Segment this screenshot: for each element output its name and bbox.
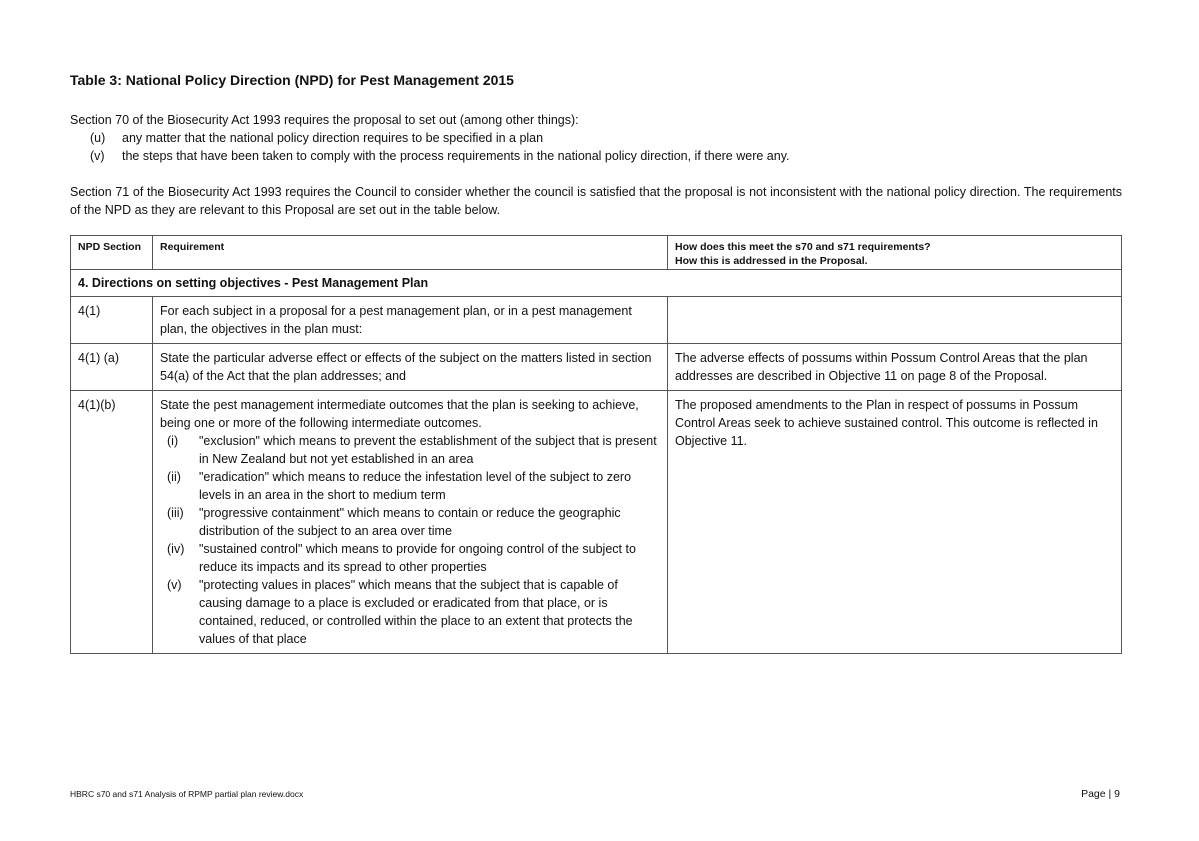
list-item-label: (i) xyxy=(167,434,179,448)
cell-response: The adverse effects of possums within Possum Control Areas that the plan addresses are described in Objective 11 on page 8 of the Proposal. xyxy=(668,344,1122,391)
header-requirement: Requirement xyxy=(153,236,668,270)
cell-requirement: State the particular adverse effect or effects of the subject on the matters listed in section 54(a) of the Act that the plan addresses; and xyxy=(153,344,668,391)
cell-requirement: For each subject in a proposal for a pest management plan, or in a pest management plan, the objectives in the plan must: xyxy=(153,297,668,344)
list-item xyxy=(90,129,1122,147)
section-title-row xyxy=(71,270,1122,297)
document-page xyxy=(70,70,1122,654)
npd-table xyxy=(70,235,1122,654)
cell-section: 4(1) (a) xyxy=(71,344,153,391)
table-row xyxy=(71,391,1122,654)
list-item-text: "eradication" which means to reduce the infestation level of the subject to zero levels in an area in the short to medium term xyxy=(199,470,632,502)
list-item xyxy=(90,147,1122,165)
header-how-met-line2: How this is addressed in the Proposal. xyxy=(675,255,868,267)
list-item xyxy=(167,540,660,576)
intro-paragraph-1: Section 70 of the Biosecurity Act 1993 requires the proposal to set out (among other things): xyxy=(70,113,579,127)
intro-paragraph-2: Section 71 of the Biosecurity Act 1993 requires the Council to consider whether the council is satisfied that the proposal is not inconsistent with the national policy direction. The requirements of the NPD as they are relevant to this Proposal are set out in the table below. xyxy=(70,185,1122,217)
list-item xyxy=(167,468,660,504)
header-how-met-line1: How does this meet the s70 and s71 requirements? xyxy=(675,241,931,253)
list-item-label: (iii) xyxy=(167,506,184,520)
table-row xyxy=(71,297,1122,344)
header-npd-section: NPD Section xyxy=(71,236,153,270)
list-item-label: (u) xyxy=(90,131,106,145)
intro-list xyxy=(70,129,1122,165)
list-item-text: "progressive containment" which means to contain or reduce the geographic distribution of the subject to an area over time xyxy=(199,506,621,538)
list-item-label: (ii) xyxy=(167,470,181,484)
cell-section: 4(1)(b) xyxy=(71,391,153,654)
list-item-text: "exclusion" which means to prevent the establishment of the subject that is present in New Zealand but not yet established in an area xyxy=(199,434,657,466)
list-item-label: (v) xyxy=(167,578,182,592)
section-title: 4. Directions on setting objectives - Pest Management Plan xyxy=(71,270,1122,297)
list-item-text: any matter that the national policy direction requires to be specified in a plan xyxy=(122,131,544,145)
cell-section: 4(1) xyxy=(71,297,153,344)
table-title: Table 3: National Policy Direction (NPD) for Pest Management 2015 xyxy=(70,72,514,88)
list-item-text: "sustained control" which means to provide for ongoing control of the subject to reduce its impacts and its spread to other properties xyxy=(199,542,636,574)
outcome-list xyxy=(167,432,660,648)
cell-requirement xyxy=(153,391,668,654)
table-header-row xyxy=(71,236,1122,270)
footer-page-number: Page | 9 xyxy=(1081,788,1120,800)
list-item-text: "protecting values in places" which means that the subject that is capable of causing damage to a place is excluded or eradicated from that place, or is contained, reduced, or controlled within the place to an extent that protects the values of that place xyxy=(199,578,633,646)
list-item-text: the steps that have been taken to comply with the process requirements in the national policy direction, if there were any. xyxy=(122,149,790,163)
requirement-text: State the pest management intermediate outcomes that the plan is seeking to achieve, being one or more of the following intermediate outcomes. xyxy=(160,398,639,430)
cell-response: The proposed amendments to the Plan in respect of possums in Possum Control Areas seek to achieve sustained control. This outcome is reflected in Objective 11. xyxy=(668,391,1122,654)
list-item xyxy=(167,432,660,468)
list-item-label: (v) xyxy=(90,149,105,163)
list-item-label: (iv) xyxy=(167,542,185,556)
list-item xyxy=(167,504,660,540)
header-how-met xyxy=(668,236,1122,270)
table-row xyxy=(71,344,1122,391)
list-item xyxy=(167,576,660,648)
cell-response xyxy=(668,297,1122,344)
footer-filename: HBRC s70 and s71 Analysis of RPMP partial plan review.docx xyxy=(70,789,304,799)
